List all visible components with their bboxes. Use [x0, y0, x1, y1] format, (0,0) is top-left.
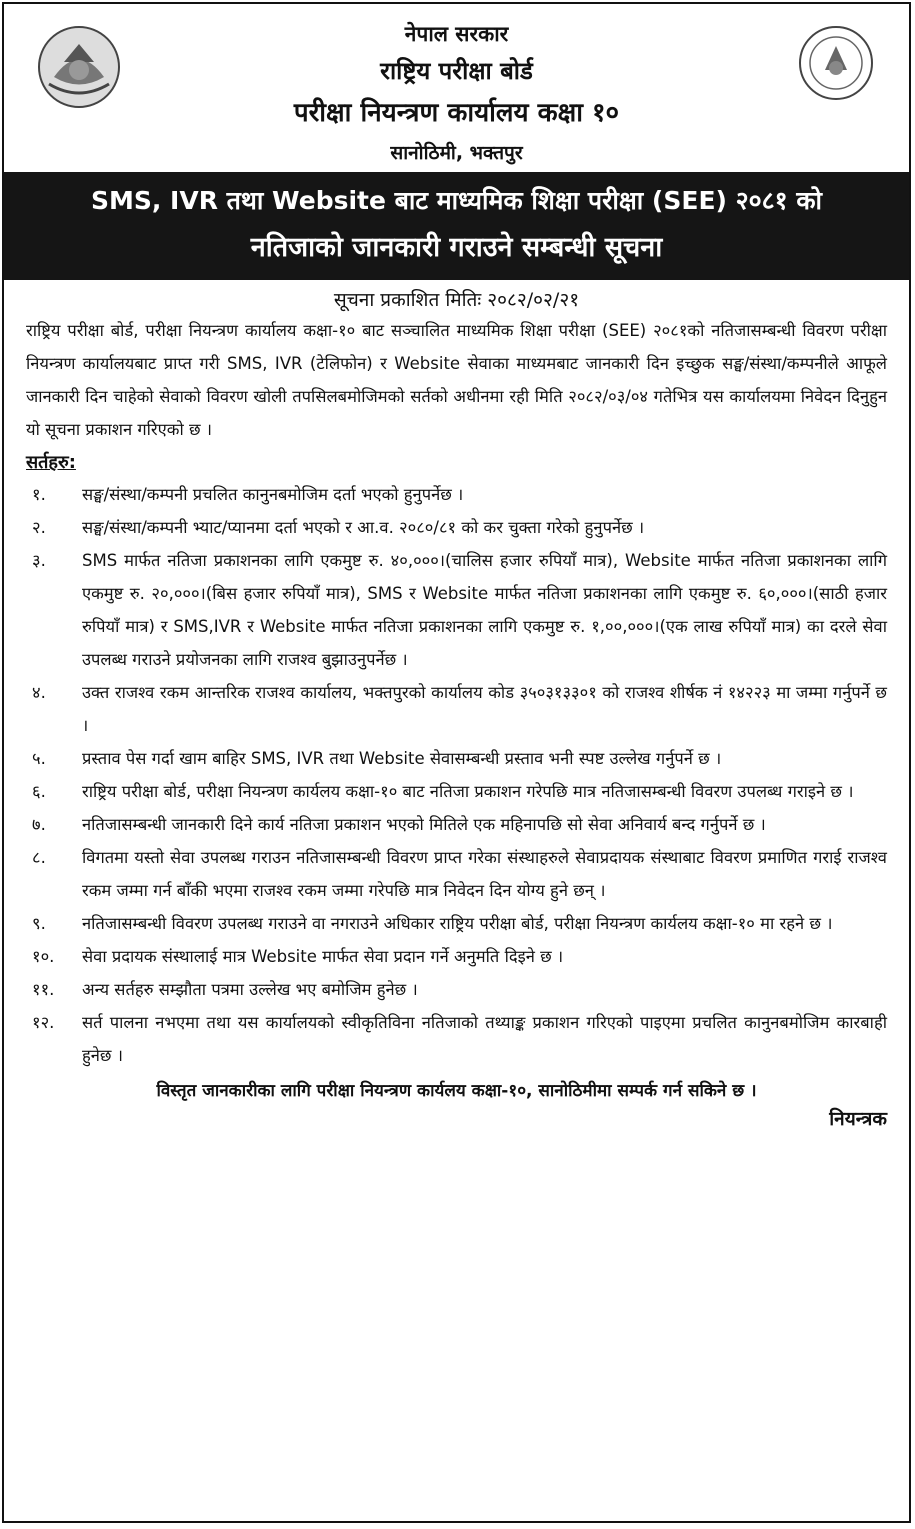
term-number: २. — [32, 518, 46, 537]
header-titles — [4, 4, 909, 165]
term-number: ६. — [32, 782, 46, 801]
office-address: सानोठिमी, भक्तपुर — [390, 142, 523, 164]
term-number: ९. — [32, 914, 46, 933]
term-number: ८. — [32, 848, 46, 867]
term-item — [26, 544, 887, 676]
term-text: विगतमा यस्तो सेवा उपलब्ध गराउन नतिजासम्बन्धी विवरण प्राप्त गरेका संस्थाहरुले सेवाप्रदायक संस्थाबाट विवरण प्रमाणित गराई राजश्व रकम जम्मा गर्न बाँकी भएमा राजश्व रकम जम्मा गरेपछि मात्र निवेदन दिन योग्य हुने छन् । — [82, 848, 887, 900]
term-item — [26, 478, 887, 511]
term-number: १०. — [32, 947, 55, 966]
term-text: उक्त राजश्व रकम आन्तरिक राजश्व कार्यालय, भक्तपुरको कार्यालय कोड ३५०३१३३०१ को राजश्व शीर्षक नं १४२२३ मा जम्मा गर्नुपर्ने छ । — [82, 683, 887, 735]
term-text: सङ्घ/संस्था/कम्पनी भ्याट/प्यानमा दर्ता भएको र आ.व. २०८०/८१ को कर चुक्ता गरेको हुनुपर्नेछ । — [82, 518, 645, 537]
term-item — [26, 841, 887, 907]
term-number: ७. — [32, 815, 46, 834]
term-item — [26, 808, 887, 841]
contact-note: विस्तृत जानकारीका लागि परीक्षा नियन्त्रण कार्यलय कक्षा-१०, सानोठिमीमा सम्पर्क गर्न सकिने छ । — [156, 1081, 757, 1101]
term-text: प्रस्ताव पेस गर्दा खाम बाहिर SMS, IVR तथा Website सेवासम्बन्धी प्रस्ताव भनी स्पष्ट उल्लेख गर्नुपर्ने छ । — [82, 749, 722, 768]
term-item — [26, 940, 887, 973]
term-item — [26, 742, 887, 775]
terms-list — [4, 478, 909, 1072]
term-text: सङ्घ/संस्था/कम्पनी प्रचलित कानुनबमोजिम दर्ता भएको हुनुपर्नेछ । — [82, 485, 464, 504]
government-name: नेपाल सरकार — [404, 22, 509, 46]
office-name: परीक्षा नियन्त्रण कार्यालय कक्षा १० — [293, 98, 620, 128]
term-item — [26, 511, 887, 544]
exam-board-seal-icon — [797, 24, 875, 102]
signatory-title: नियन्त्रक — [829, 1108, 887, 1130]
notice-title-banner — [4, 172, 909, 280]
term-number: ४. — [32, 683, 46, 702]
term-text: सेवा प्रदायक संस्थालाई मात्र Website मार्फत सेवा प्रदान गर्ने अनुमति दिइने छ । — [82, 947, 564, 966]
term-text: नतिजासम्बन्धी जानकारी दिने कार्य नतिजा प्रकाशन भएको मितिले एक महिनापछि सो सेवा अनिवार्य बन्द गर्नुपर्ने छ । — [82, 815, 766, 834]
notice-title-line1: SMS, IVR तथा Website बाट माध्यमिक शिक्षा परीक्षा (SEE) २०८१ को — [90, 186, 823, 215]
notice-header — [4, 4, 909, 172]
terms-heading: सर्तहरु: — [26, 452, 76, 473]
term-number: १. — [32, 485, 46, 504]
term-item — [26, 676, 887, 742]
term-number: ११. — [32, 980, 55, 999]
term-number: ३. — [32, 551, 46, 570]
term-text: सर्त पालना नभएमा तथा यस कार्यालयको स्वीकृतिविना नतिजाको तथ्याङ्क प्रकाशन गरिएको पाइएमा प्रचलित कानुनबमोजिम कारबाही हुनेछ । — [82, 1013, 887, 1065]
board-name: राष्ट्रिय परीक्षा बोर्ड — [380, 57, 533, 85]
intro-paragraph: राष्ट्रिय परीक्षा बोर्ड, परीक्षा नियन्त्रण कार्यालय कक्षा-१० बाट सञ्चालित माध्यमिक शिक्षा परीक्षा (SEE) २०८१को नतिजासम्बन्धी विवरण परीक्षा नियन्त्रण कार्यालयबाट प्राप्त गरी SMS, IVR (टेलिफोन) र Website सेवाका माध्यमबाट जानकारी दिन इच्छुक सङ्घ/संस्था/कम्पनीले आफूले जानकारी दिन चाहेको सेवाको विवरण खोली तपसिलबमोजिमको सर्तको अधीनमा रही मिति २०८२/०३/०४ गतेभित्र यस कार्यालयमा निवेदन दिनुहुन यो सूचना प्रकाशन गरिएको छ । — [26, 321, 887, 439]
term-text: राष्ट्रिय परीक्षा बोर्ड, परीक्षा नियन्त्रण कार्यलय कक्षा-१० बाट नतिजा प्रकाशन गरेपछि मात्र नतिजासम्बन्धी विवरण उपलब्ध गराइने छ । — [82, 782, 854, 801]
nepal-government-emblem-icon — [34, 22, 124, 112]
term-item — [26, 907, 887, 940]
term-text: नतिजासम्बन्धी विवरण उपलब्ध गराउने वा नगराउने अधिकार राष्ट्रिय परीक्षा बोर्ड, परीक्षा नियन्त्रण कार्यलय कक्षा-१० मा रहने छ । — [82, 914, 833, 933]
term-number: ५. — [32, 749, 46, 768]
term-text: अन्य सर्तहरु सम्झौता पत्रमा उल्लेख भए बमोजिम हुनेछ । — [82, 980, 418, 999]
term-number: १२. — [32, 1013, 55, 1032]
notice-title-line2: नतिजाको जानकारी गराउने सम्बन्धी सूचना — [250, 232, 663, 263]
published-date: सूचना प्रकाशित मितिः २०८२/०२/२१ — [333, 289, 580, 311]
term-text: SMS मार्फत नतिजा प्रकाशनका लागि एकमुष्ट रु. ४०,०००।(चालिस हजार रुपियाँ मात्र), Website मार्फत नतिजा प्रकाशनका लागि एकमुष्ट रु. २०,०००।(बिस हजार रुपियाँ मात्र), SMS र Website मार्फत नतिजा प्रकाशनका लागि एकमुष्ट रु. ६०,०००।(साठी हजार रुपियाँ मात्र) र SMS,IVR र Website मार्फत नतिजा प्रकाशनका लागि एकमुष्ट रु. १,००,०००।(एक लाख रुपियाँ मात्र) का दरले सेवा उपलब्ध गराउने प्रयोजनका लागि राजश्व बुझाउनुपर्नेछ । — [82, 551, 887, 669]
term-item — [26, 775, 887, 808]
term-item — [26, 973, 887, 1006]
term-item — [26, 1006, 887, 1072]
notice-page — [2, 2, 911, 1523]
